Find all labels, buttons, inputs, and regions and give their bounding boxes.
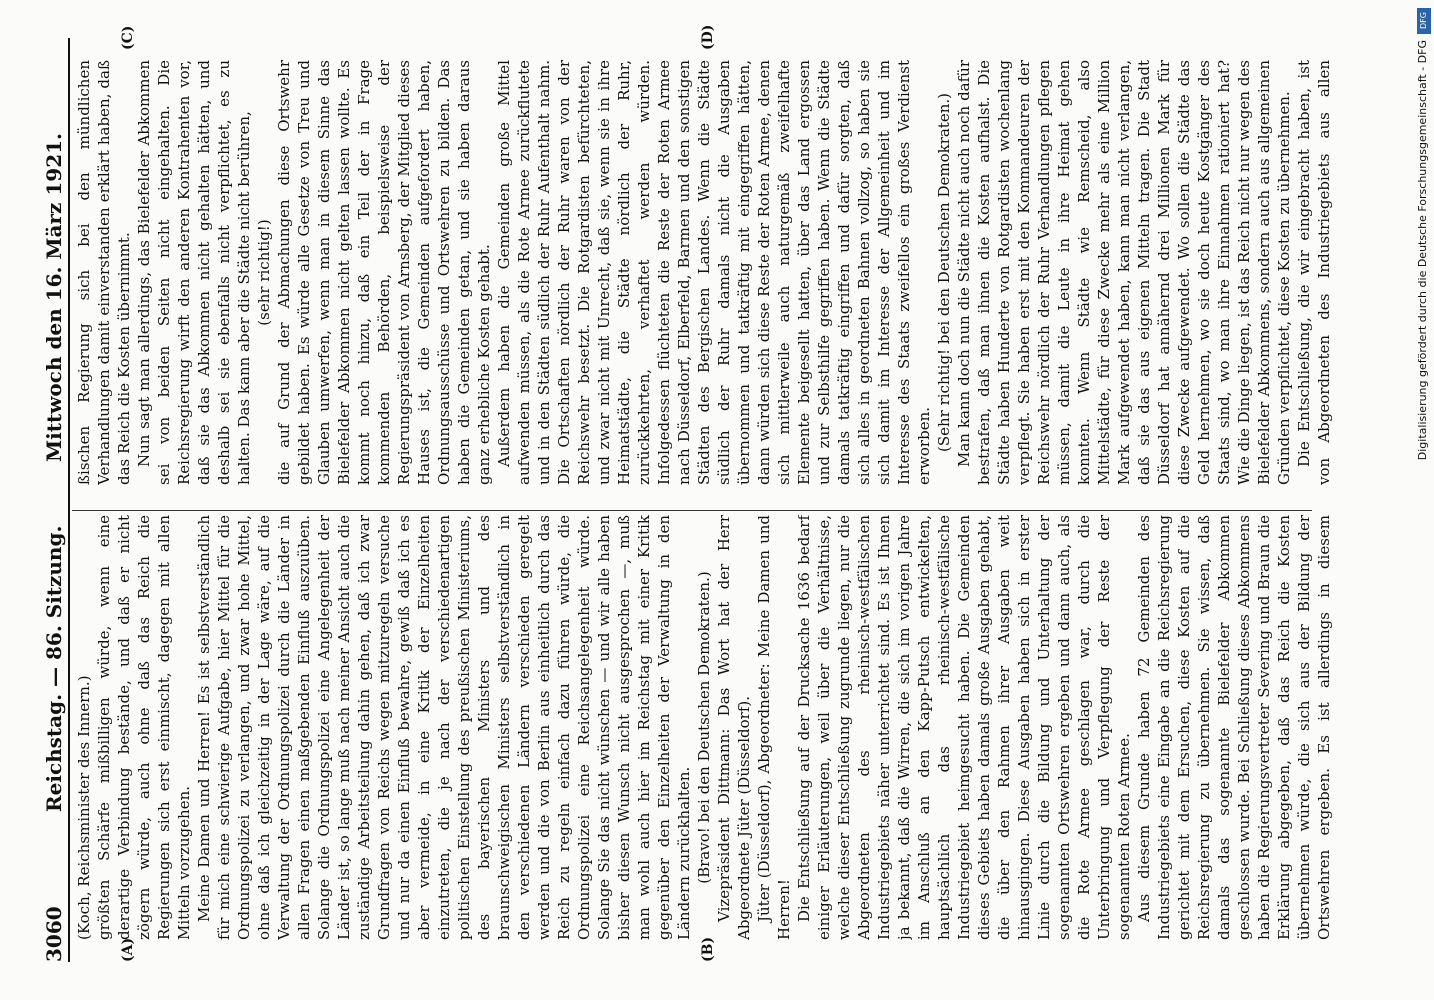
paragraph: Außerdem haben die Gemeinden große Mittel aufwenden müssen, als die Rote Armee zurückflutete und in den Städten südlich der Ruhr Aufenthalt nahm. Die Ortschaften nördlich der Ruhr waren von der Reichswehr besetzt. Die Rotgardisten befürchteten, und zwar nicht mit Unrecht, daß sie, wenn sie in ihre Heimatstädte, die Städte nördlich der Ruhr, zurückkehrten, verhaftet werden würden. Infolgedessen flüchteten die Reste der Roten Armee nach Düsseldorf, Elberfeld, Barmen und den sonstigen Städten des Bergischen Landes. Wenn die Städte südlich der Ruhr damals nicht die Ausgaben übernommen und tatkräftig mit eingegriffen hätten, dann würden sich diese Reste der Roten Armee, denen sich mittlerweile auch naturgemäß zweifelhafte Elemente beigesellt hatten, über das Land ergossen und zur Selbsthilfe gegriffen haben. Wenn die Städte damals tatkräftig eingriffen und dafür sorgten, daß sich alles in geordneten Bahnen vollzog, so haben sie sich damit im Interesse der Allgemeinheit und im Interesse des Staats zweifellos ein großes Verdienst erworben. — [495, 60, 933, 485]
right-column — [74, 60, 1334, 485]
paragraph: Man kann doch nun die Städte nicht auch noch dafür bestrafen, daß man ihnen die Kosten aufhalst. Die Städte haben Hunderte von Rotgardisten wochenlang verpflegt. Sie haben erst mit den Kommandeuren der Reichswehr nördlich der Ruhr Verhandlungen pflegen müssen, damit die Leute in ihre Heimat gehen konnten. Wenn Städte wie Remscheid, also Mittelstädte, für diese Zwecke mehr als eine Million Mark aufgewendet haben, kann man nicht verlangen, daß sie das aus eigenen Mitteln tragen. Die Stadt Düsseldorf hat annähernd drei Millionen Mark für diese Zwecke aufgewendet. Wo sollen die Städte das Geld hernehmen, wo sie doch heute Kostgänger des Staats sind, wo man ihre Einnahmen rationiert hat? Wie die Dinge liegen, ist das Reich nicht nur wegen des Bielefelder Abkommens, sondern auch aus allgemeinen Gründen verpflichtet, diese Kosten zu übernehmen. — [955, 60, 1293, 485]
paragraph: Aus diesem Grunde haben 72 Gemeinden des Industriegebiets eine Eingabe an die Reichsregierung gerichtet mit dem Ersuchen, diese Kosten auf die Reichsregierung zu übernehmen. Sie wissen, daß damals das sogenannte Bielefelder Abkommen geschlossen wurde. Bei Schließung dieses Abkommens haben die Regierungsvertreter Severing und Braun die Erklärung abgegeben, daß das Reich die Kosten übernehmen würde, die sich aus der Bildung der Ortswehren ergeben. Es ist allerdings in diesem — [1135, 515, 1333, 940]
paragraph: Meine Damen und Herren! Es ist selbstverständlich für mich eine schwierige Aufgabe, hier Mittel für die Ordnungspolizei zu verlangen, und zwar hohe Mittel, ohne daß ich gleichzeitig in der Lage wäre, auf die Verwaltung der Ordnungspolizei durch die Länder in allen Fragen einen maßgebenden Einfluß auszuüben. Solange die Ordnungspolizei eine Angelegenheit der Länder ist, so lange muß nach meiner Ansicht auch die zuständige Arbeitsteilung dahin gehen, daß ich zwar Grundfragen von Reichs wegen mitzuregeln versuche und nur da einen Einfluß bewahre, gewiß daß ich es aber vermeide, in eine Kritik der Einzelheiten einzutreten, die je nach der verschiedenartigen politischen Einstellung des preußischen Ministeriums, des bayerischen Ministers und des braunschweigischen Ministers selbstverständlich in den verschiedenen Ländern verschieden geregelt werden und die von Berlin aus einheitlich durch das Reich zu regeln einfach dazu führen würde, die Ordnungspolizei eine Reichsangelegenheit würde. Solange Sie das nicht wünschen — und wir alle haben bisher diesen Wunsch nicht ausgesprochen —, muß man wohl auch hier im Reichstag mit einer Kritik gegenüber den Einzelheiten der Verwaltung in den Ländern zurückhalten. — [195, 515, 693, 940]
digitization-sidebar — [1414, 0, 1434, 1000]
paragraph: ßischen Regierung sich bei den mündlichen Verhandlungen damit einverstanden erklärt haben, daß das Reich die Kosten übernimmt. — [75, 60, 133, 485]
page-number: 3060 — [42, 906, 66, 962]
paragraph: die auf Grund der Abmachungen diese Ortswehr gebildet haben. Es würde alle Gesetze von Treu und Glauben umwerfen, wenn man in diesem Sinne das Bielefelder Abkommen nicht gelten lassen wollte. Es kommt noch hinzu, daß ein Teil der in Frage kommenden Behörden, beispielsweise der Regierungspräsident von Arnsberg, der Mitglied dieses Hauses ist, die Gemeinden aufgefordert haben, Ordnungsausschüsse und Ortswehren zu bilden. Das haben die Gemeinden getan, und sie haben daraus ganz erhebliche Kosten gehabt. — [275, 60, 493, 485]
page-header — [38, 38, 68, 962]
paragraph: Die Entschließung, die wir eingebracht haben, ist von Abgeordneten des Industriegebiets aus allen — [1295, 60, 1333, 485]
digitization-note: Digitalisierung gefördert durch die Deutsche Forschungsgemeinschaft - DFG — [1416, 40, 1429, 461]
dfg-logo: DFG — [1417, 8, 1431, 34]
margin-marker-b: (B) — [700, 936, 716, 962]
left-column — [74, 515, 1334, 940]
margin-marker-a: (A) — [120, 937, 136, 962]
session-title: Reichstag. — 86. Sitzung. — [42, 525, 66, 812]
interjection: (Sehr richtig! bei den Deutschen Demokraten.) — [935, 93, 953, 453]
margin-marker-c: (C) — [120, 25, 136, 50]
session-date: Mittwoch den 16. März 1921. — [42, 132, 66, 462]
header-rule — [68, 38, 70, 962]
interjection: (sehr richtig!) — [255, 219, 273, 326]
vice-president-line: Vizepräsident Dittmann: Das Wort hat der Herr Abgeordnete Jüter (Düsseldorf). — [715, 515, 753, 940]
column-divider — [72, 510, 1312, 511]
paragraph: Die Entschließung auf der Drucksache 1636 bedarf einiger Erläuterungen, weil über die Verhältnisse, welche dieser Entschließung zugrunde liegen, nur die Abgeordneten des rheinisch-westfälischen Industriegebiets näher unterrichtet sind. Es ist Ihnen ja bekannt, daß die Wirren, die sich im vorigen Jahre im Anschluß an den Kapp-Putsch entwickelten, hauptsächlich das rheinisch-westfälische Industriegebiet heimgesucht haben. Die Gemeinden dieses Gebiets haben damals große Ausgaben gehabt, die über den Rahmen ihrer Ausgaben weit hinausgingen. Diese Ausgaben haben sich in erster Linie durch die Bildung und Unterhaltung der sogenannten Ortswehren ergeben und dann auch, als die Rote Armee geschlagen war, durch die Unterbringung und Verpflegung der Reste der sogenannten Roten Armee. — [795, 515, 1133, 940]
paragraph: größten Schärfe mißbilligen würde, wenn eine derartige Verbindung bestände, und daß er nicht zögern würde, auch ohne daß das Reich die Regierungen sich erst einmischt, dagegen mit allen Mitteln vorzugehen. — [95, 515, 193, 940]
speaker-line: (Koch, Reichsminister des Innern.) — [75, 675, 93, 940]
paragraph: Nun sagt man allerdings, das Bielefelder Abkommen sei von beiden Seiten nicht eingehalten. Die Reichsregierung wirft den anderen Kontrahenten vor, daß sie das Abkommen nicht gehalten hätten, und deshalb sei sie ebenfalls nicht verpflichtet, es zu halten. Das kann aber die Städte nicht berühren, — [135, 60, 253, 485]
speaker-line: Jüter (Düsseldorf), Abgeordneter: Meine Damen und Herren! — [755, 515, 793, 940]
margin-marker-d: (D) — [700, 24, 716, 50]
applause-note: (Bravo! bei den Deutschen Demokraten.) — [695, 571, 713, 884]
